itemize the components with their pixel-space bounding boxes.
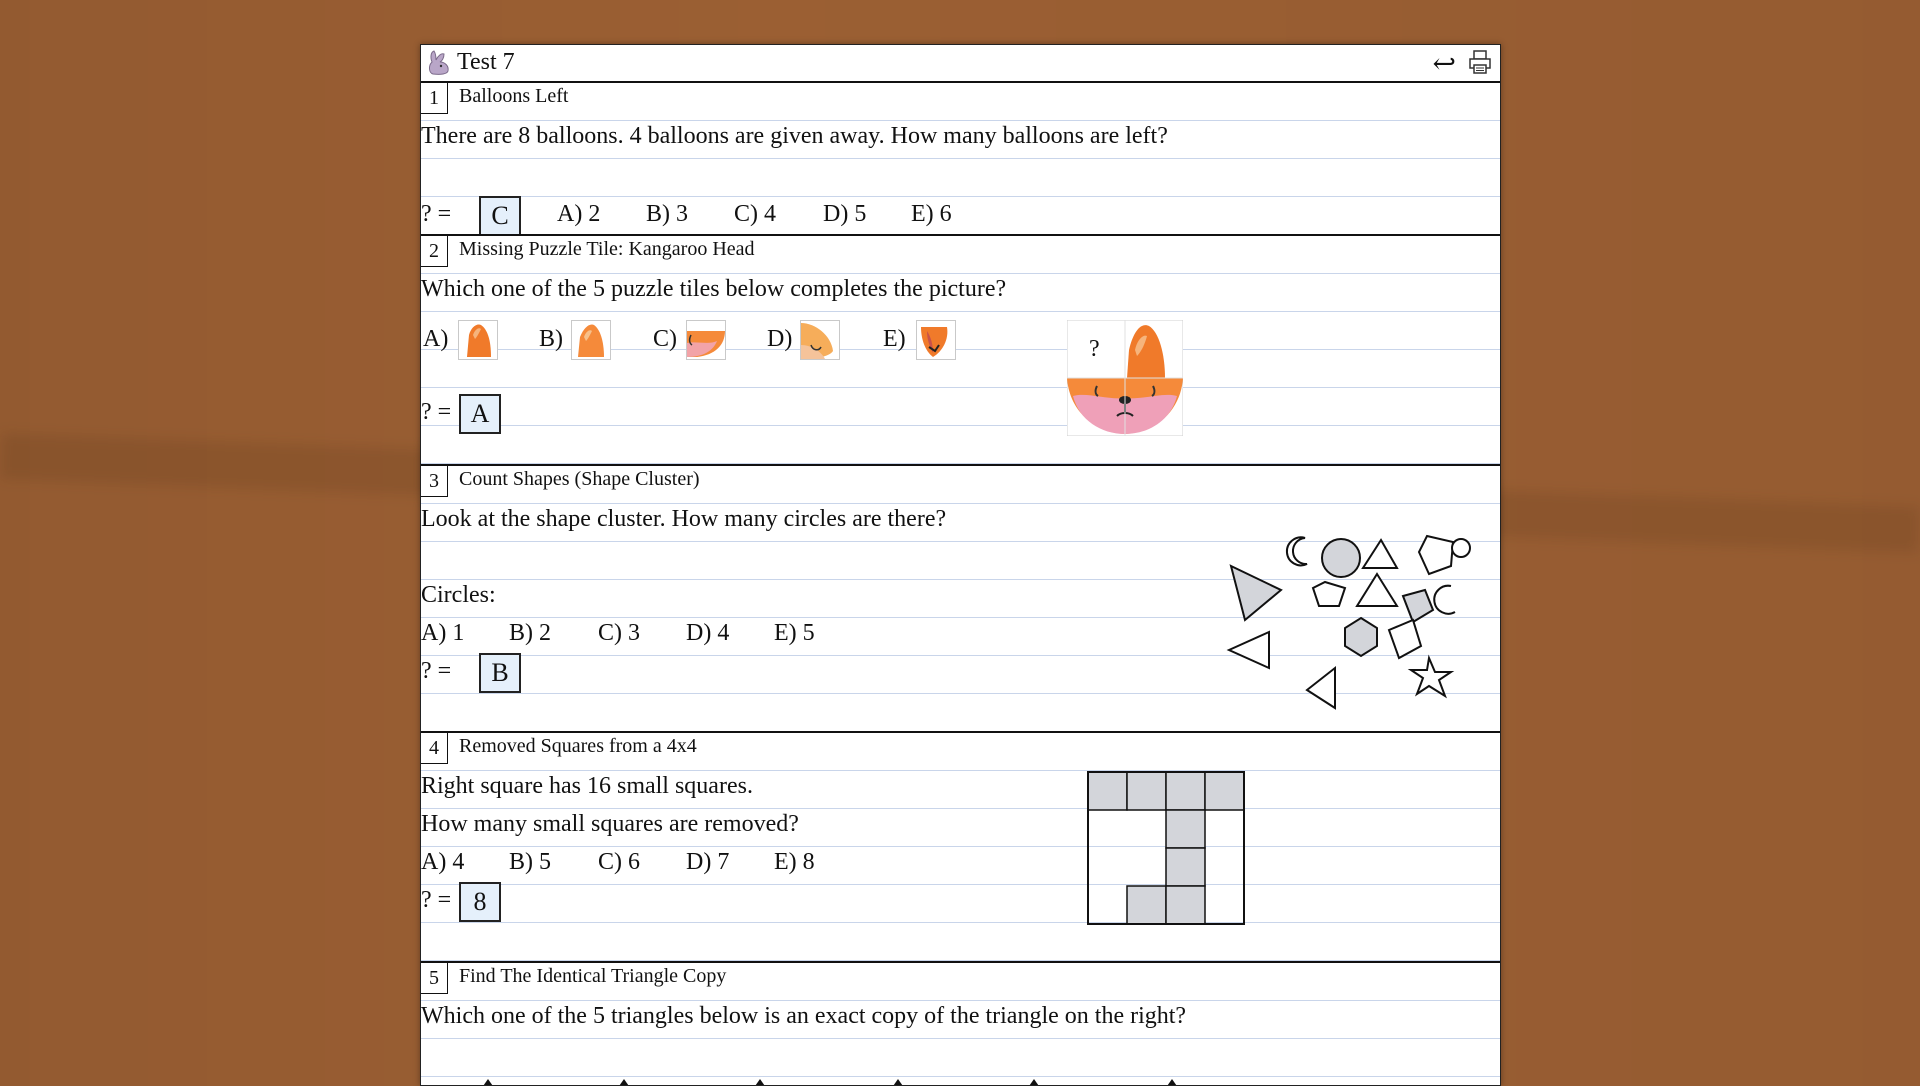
puzzle-tile-b[interactable] bbox=[571, 320, 611, 360]
square-grid-4x4 bbox=[1087, 771, 1247, 927]
question-title: Count Shapes (Shape Cluster) bbox=[459, 468, 700, 490]
prompt-text: Circles: bbox=[421, 582, 496, 608]
question-text: There are 8 balloons. 4 balloons are given away. How many balloons are left? bbox=[421, 123, 1168, 149]
shape-cluster bbox=[1221, 532, 1501, 728]
puzzle-tile-a[interactable] bbox=[458, 320, 498, 360]
question-number: 3 bbox=[421, 466, 448, 497]
question-3 bbox=[421, 464, 1500, 733]
option-a[interactable]: A) 1 bbox=[421, 620, 465, 646]
option-d[interactable]: D) 7 bbox=[686, 849, 730, 875]
worksheet-page bbox=[420, 44, 1501, 1086]
triangle-option-c[interactable] bbox=[753, 1079, 767, 1086]
option-e[interactable]: E) 5 bbox=[774, 620, 815, 646]
question-number: 1 bbox=[421, 83, 448, 114]
answer-box[interactable]: B bbox=[479, 653, 521, 693]
reference-triangle bbox=[1165, 1079, 1179, 1086]
puzzle-tile-d[interactable] bbox=[800, 320, 840, 360]
question-number: 2 bbox=[421, 236, 448, 267]
question-text: Which one of the 5 triangles below is an exact copy of the triangle on the right? bbox=[421, 1003, 1187, 1029]
rabbit-logo-icon bbox=[425, 49, 453, 77]
option-d[interactable]: D) 4 bbox=[686, 620, 730, 646]
title-bar bbox=[421, 45, 1500, 83]
missing-tile-marker: ? bbox=[1089, 336, 1100, 362]
option-e[interactable]: E) 6 bbox=[911, 201, 952, 227]
option-a[interactable]: A) 4 bbox=[421, 849, 465, 875]
tile-label-a: A) bbox=[423, 326, 449, 352]
option-b[interactable]: B) 3 bbox=[646, 201, 688, 227]
question-5 bbox=[421, 961, 1500, 1086]
answer-box[interactable]: 8 bbox=[459, 882, 501, 922]
option-c[interactable]: C) 4 bbox=[734, 201, 776, 227]
question-title: Balloons Left bbox=[459, 85, 569, 107]
answer-label: ? = bbox=[421, 887, 452, 913]
answer-label: ? = bbox=[421, 658, 452, 684]
question-title: Removed Squares from a 4x4 bbox=[459, 735, 697, 757]
tile-label-b: B) bbox=[539, 326, 563, 352]
triangle-option-d[interactable] bbox=[891, 1079, 905, 1086]
answer-label: ? = bbox=[421, 399, 452, 425]
question-text-1: Right square has 16 small squares. bbox=[421, 773, 753, 799]
question-title: Find The Identical Triangle Copy bbox=[459, 965, 727, 987]
question-text: Which one of the 5 puzzle tiles below completes the picture? bbox=[421, 276, 1007, 302]
question-title: Missing Puzzle Tile: Kangaroo Head bbox=[459, 238, 755, 260]
back-arrow-icon[interactable]: ↩ bbox=[1432, 49, 1456, 80]
puzzle-tile-e[interactable] bbox=[916, 320, 956, 360]
option-d[interactable]: D) 5 bbox=[823, 201, 867, 227]
answer-box[interactable]: C bbox=[479, 196, 521, 236]
page-title: Test 7 bbox=[457, 49, 515, 75]
question-1 bbox=[421, 81, 1500, 236]
option-b[interactable]: B) 5 bbox=[509, 849, 551, 875]
answer-box[interactable]: A bbox=[459, 394, 501, 434]
option-b[interactable]: B) 2 bbox=[509, 620, 551, 646]
tile-label-e: E) bbox=[883, 326, 906, 352]
option-c[interactable]: C) 6 bbox=[598, 849, 640, 875]
question-number: 5 bbox=[421, 963, 448, 994]
option-e[interactable]: E) 8 bbox=[774, 849, 815, 875]
answer-label: ? = bbox=[421, 201, 452, 227]
triangle-option-b[interactable] bbox=[617, 1079, 631, 1086]
question-4 bbox=[421, 731, 1500, 963]
puzzle-tile-c[interactable] bbox=[686, 320, 726, 360]
triangle-option-e[interactable] bbox=[1027, 1079, 1041, 1086]
kangaroo-puzzle-image bbox=[1067, 320, 1183, 436]
question-text-2: How many small squares are removed? bbox=[421, 811, 799, 837]
question-2 bbox=[421, 234, 1500, 466]
tile-label-d: D) bbox=[767, 326, 793, 352]
printer-icon[interactable] bbox=[1468, 49, 1492, 75]
option-c[interactable]: C) 3 bbox=[598, 620, 640, 646]
question-text: Look at the shape cluster. How many circles are there? bbox=[421, 506, 947, 532]
tile-label-c: C) bbox=[653, 326, 677, 352]
option-a[interactable]: A) 2 bbox=[557, 201, 601, 227]
question-number: 4 bbox=[421, 733, 448, 764]
triangle-option-a[interactable] bbox=[481, 1079, 495, 1086]
